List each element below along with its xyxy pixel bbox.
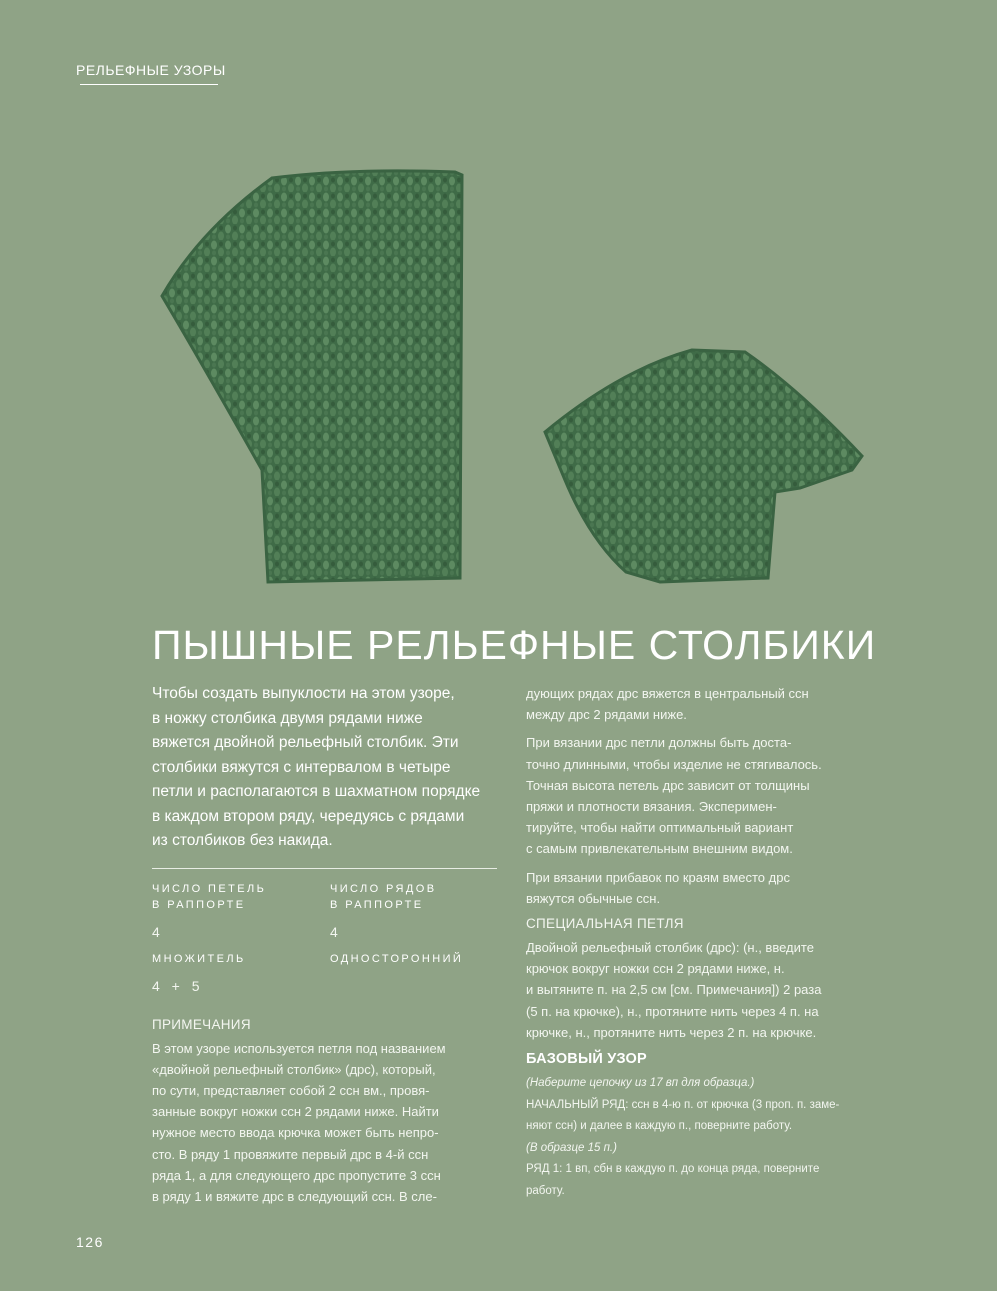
body-line: дующих рядах дрс вяжется в центральный ссн: [526, 686, 809, 701]
page-number: 126: [76, 1234, 104, 1250]
intro-line: в каждом втором ряду, чередуясь с рядами: [152, 807, 465, 825]
body-line: и вытяните п. на 2,5 см [см. Примечания]) 2 раза: [526, 982, 822, 998]
crochet-swatches-photo: [0, 0, 997, 620]
instruction-line: НАЧАЛЬНЫЙ РЯД: ссн в 4-ю п. от крючка (3 проп. п. заме-: [526, 1098, 840, 1111]
instruction-line: работу.: [526, 1184, 565, 1197]
body-line: (5 п. на крючке), н., протяните нить через 4 п. на: [526, 1003, 819, 1019]
intro-line: из столбиков без накида.: [152, 832, 333, 849]
notes-line: «двойной рельефный столбик» (дрс), который,: [152, 1061, 436, 1077]
instruction-line: няют ссн) и далее в каждую п., поверните работу.: [526, 1120, 793, 1133]
notes-line: ряда 1, а для следующего дрс пропустите 3 ссн: [152, 1167, 441, 1183]
notes-heading: ПРИМЕЧАНИЯ: [152, 1016, 251, 1032]
body-line: Двойной рельефный столбик (дрс): (н., введите: [526, 940, 814, 956]
body-line: При вязании дрс петли должны быть доста-: [526, 735, 792, 751]
intro-line: Чтобы создать выпуклости на этом узоре,: [152, 685, 455, 702]
right-column: [526, 683, 876, 1202]
base-pattern-heading: БАЗОВЫЙ УЗОР: [526, 1051, 647, 1068]
notes-line: по сути, представляет собой 2 ссн вм., провя-: [152, 1082, 430, 1098]
body-line: точно длинными, чтобы изделие не стягивалось.: [526, 756, 822, 772]
continued-paragraph: [526, 683, 876, 725]
instruction-line: РЯД 1: 1 вп, сбн в каждую п. до конца ряда, поверните: [526, 1163, 820, 1176]
multiplier-value: 4 + 5: [152, 977, 200, 994]
notes-line: В этом узоре используется петля под названием: [152, 1040, 446, 1056]
body-line: крючке, н., протяните нить через 2 п. на крючке.: [526, 1024, 817, 1040]
notes-paragraph: [152, 1038, 497, 1208]
one-sided-label: ОДНОСТОРОННИЙ: [330, 952, 464, 965]
body-line: с самым привлекательным внешним видом.: [526, 841, 793, 857]
body-line: тируйте, чтобы найти оптимальный вариант: [526, 820, 794, 836]
stitches-value: 4: [152, 923, 160, 940]
intro-line: петли и располагаются в шахматном порядке: [152, 783, 481, 800]
multiplier-label: МНОЖИТЕЛЬ: [152, 952, 246, 965]
notes-line: сто. В ряду 1 провяжите первый дрс в 4-й ссн: [152, 1146, 429, 1162]
body-line: крючок вокруг ножки ссн 2 рядами ниже, н.: [526, 961, 785, 977]
body-line: При вязании прибавок по краям вместо дрс: [526, 869, 790, 885]
base-pattern-instructions: [526, 1073, 876, 1202]
intro-line: столбики вяжутся с интервалом в четыре: [152, 758, 451, 776]
notes-line: нужное место ввода крючка может быть непро-: [152, 1125, 439, 1141]
rows-value: 4: [330, 923, 338, 940]
left-column: [152, 682, 497, 1207]
notes-line: в ряду 1 и вяжите дрс в следующий ссн. В сле-: [152, 1188, 437, 1204]
pattern-stats: [152, 881, 497, 1005]
stats-divider: [152, 868, 497, 869]
section-label: РЕЛЬЕФНЫЕ УЗОРЫ: [76, 62, 226, 78]
intro-line: в ножку столбика двумя рядами ниже: [152, 709, 423, 727]
page-title: ПЫШНЫЕ РЕЛЬЕФНЫЕ СТОЛБИКИ: [152, 622, 877, 668]
notes-line: занные вокруг ножки ссн 2 рядами ниже. Найти: [152, 1104, 439, 1120]
body-line: пряжи и плотности вязания. Эксперимен-: [526, 799, 777, 815]
intro-line: вяжется двойной рельефный столбик. Эти: [152, 734, 459, 751]
body-line: вяжутся обычные ссн.: [526, 890, 661, 906]
body-line: между дрс 2 рядами ниже.: [526, 707, 687, 723]
intro-paragraph: [152, 682, 497, 854]
body-line: Точная высота петель дрс зависит от толщины: [526, 777, 810, 793]
loop-length-paragraph: [526, 732, 876, 859]
swatch-large: [162, 171, 462, 582]
instruction-line: (В образце 15 п.): [526, 1141, 617, 1154]
stitches-label: ЧИСЛО ПЕТЕЛЬ В РАППОРТЕ: [152, 882, 267, 911]
special-stitch-heading: СПЕЦИАЛЬНАЯ ПЕТЛЯ: [526, 916, 684, 932]
increases-paragraph: [526, 867, 876, 909]
special-stitch-paragraph: [526, 937, 876, 1043]
instruction-line: (Наберите цепочку из 17 вп для образца.): [526, 1077, 755, 1090]
swatch-small: [545, 350, 862, 582]
rows-label: ЧИСЛО РЯДОВ В РАППОРТЕ: [330, 882, 437, 911]
